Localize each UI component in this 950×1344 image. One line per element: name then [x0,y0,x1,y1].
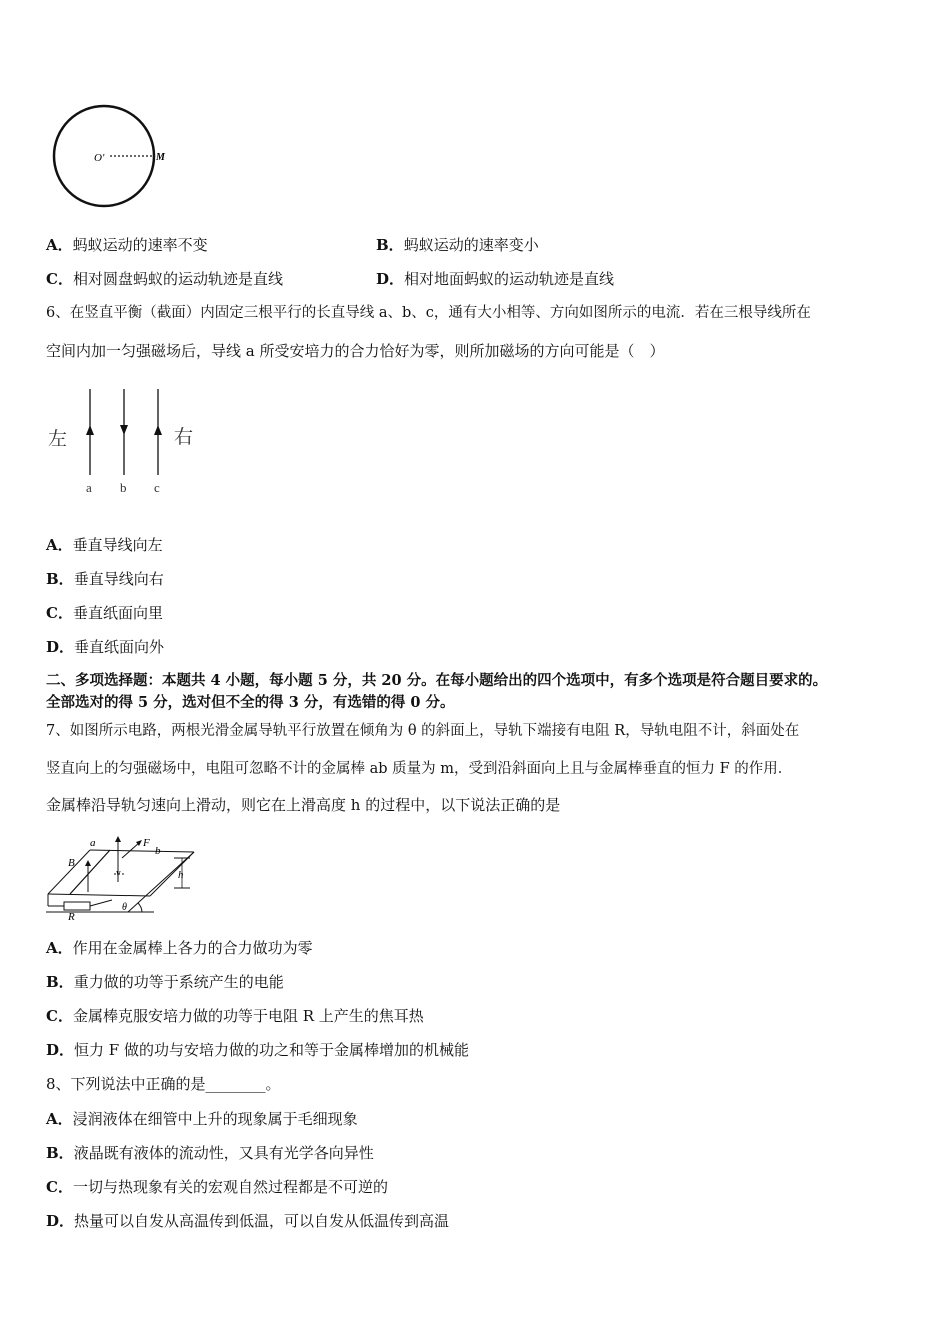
q5-option-d [376,269,614,289]
label-v: v [116,868,121,879]
q6-stem-line2: 空间内加一匀强磁场后，导线 a 所受安培力的合力恰好为零，则所加磁场的方向可能是（ ） [46,342,665,360]
rails-figure [42,830,212,922]
wire-b-arrow-down [120,425,128,435]
q8-option-a [46,1109,358,1129]
option-letter: D． [46,1041,75,1059]
label-theta: θ [122,902,127,913]
wire-label-a: a [86,480,92,495]
option-text: 垂直导线向左 [72,536,163,554]
label-left: 左 [48,428,68,450]
option-letter: D． [46,1212,75,1230]
option-letter: B． [46,1144,74,1162]
option-letter: C． [46,1178,73,1196]
label-a: a [90,837,96,849]
q8-option-c [46,1177,388,1197]
f-arrow [122,842,140,858]
wire-label-c: c [154,480,160,495]
q5-option-a [46,235,208,255]
q6-option-c [46,603,163,623]
option-text: 恒力 F 做的功与安培力做的功之和等于金属棒增加的机械能 [74,1041,469,1059]
resistor-lead-right [90,900,112,906]
option-text: 金属棒克服安培力做的功等于电阻 R 上产生的焦耳热 [72,1007,424,1025]
option-text: 垂直导线向右 [73,570,164,588]
q8-stem: 8、下列说法中正确的是________。 [46,1075,281,1093]
wire-a-arrow-up [86,425,94,435]
option-letter: A． [46,236,73,254]
option-letter: A． [46,536,73,554]
label-right: 右 [174,426,194,448]
option-text: 蚂蚁运动的速率不变 [72,236,208,254]
option-letter: A． [46,939,73,957]
option-letter: C． [46,1007,73,1025]
option-letter: D． [376,270,405,288]
option-text: 蚂蚁运动的速率变小 [403,236,539,254]
option-text: 浸润液体在细管中上升的现象属于毛细现象 [72,1110,358,1128]
q8-option-d [46,1211,449,1231]
option-letter: B． [46,570,74,588]
q7-option-c [46,1006,424,1026]
option-text: 一切与热现象有关的宏观自然过程都是不可逆的 [72,1178,388,1196]
theta-arc [138,903,142,912]
option-text: 垂直纸面向里 [72,604,163,622]
b-arrow-2-head [115,836,121,842]
q7-option-b [46,972,284,992]
label-B: B [68,857,75,869]
b-arrow-1-head [85,860,91,866]
disk-center-label: O' [94,152,105,164]
q7-option-d [46,1040,469,1060]
label-F: F [143,837,150,849]
wire-c-arrow-up [154,425,162,435]
option-text: 作用在金属棒上各力的合力做功为零 [72,939,313,957]
q7-option-a [46,938,313,958]
option-text: 液晶既有液体的流动性，又具有光学各向异性 [73,1144,374,1162]
rail-front [48,894,150,896]
q7-stem-line1: 7、如图所示电路，两根光滑金属导轨平行放置在倾角为 θ 的斜面上，导轨下端接有电阻 R，导轨电阻不计，斜面处在 [46,723,800,739]
metal-bar [70,850,110,894]
option-text: 重力做的功等于系统产生的电能 [73,973,284,991]
option-letter: B． [46,973,74,991]
option-letter: A． [46,1110,73,1128]
disk-figure [48,104,178,210]
option-letter: D． [46,638,75,656]
q6-option-a [46,535,163,555]
option-letter: B． [376,236,404,254]
option-text: 相对圆盘蚂蚁的运动轨迹是直线 [72,270,283,288]
q7-stem-line2: 竖直向上的匀强磁场中，电阻可忽略不计的金属棒 ab 质量为 m，受到沿斜面向上且与金属棒垂直的恒力 F 的作用． [46,761,793,777]
q6-option-d [46,637,164,657]
label-R: R [68,911,75,922]
wire-label-b: b [120,480,127,495]
incline-line [128,852,194,912]
option-letter: C． [46,604,73,622]
resistor [64,902,90,910]
q5-option-b [376,235,539,255]
wires-figure [46,385,206,500]
option-letter: C． [46,270,73,288]
q8-option-b [46,1143,374,1163]
q5-option-c [46,269,283,289]
q6-stem-line1: 6、在竖直平衡（截面）内固定三根平行的长直导线 a、b、c，通有大小相等、方向如图所示的电流．若在三根导线所在 [46,305,811,321]
rail-back [90,850,194,852]
label-h: h [178,869,184,881]
section2-header-line1: 二、多项选择题：本题共 4 小题，每小题 5 分，共 20 分。在每小题给出的四个选项中，有多个选项是符合题目要求的。 [46,672,828,689]
q6-option-b [46,569,164,589]
section2-header-line2: 全部选对的得 5 分，选对但不全的得 3 分，有选错的得 0 分。 [46,694,455,711]
option-text: 相对地面蚂蚁的运动轨迹是直线 [404,270,615,288]
option-text: 垂直纸面向外 [74,638,165,656]
option-text: 热量可以自发从高温传到低温，可以自发从低温传到高温 [74,1212,450,1230]
label-b: b [155,845,161,857]
disk-edge-label: M [156,152,165,163]
q7-stem-line3: 金属棒沿导轨匀速向上滑动，则它在上滑高度 h 的过程中，以下说法正确的是 [46,796,561,814]
